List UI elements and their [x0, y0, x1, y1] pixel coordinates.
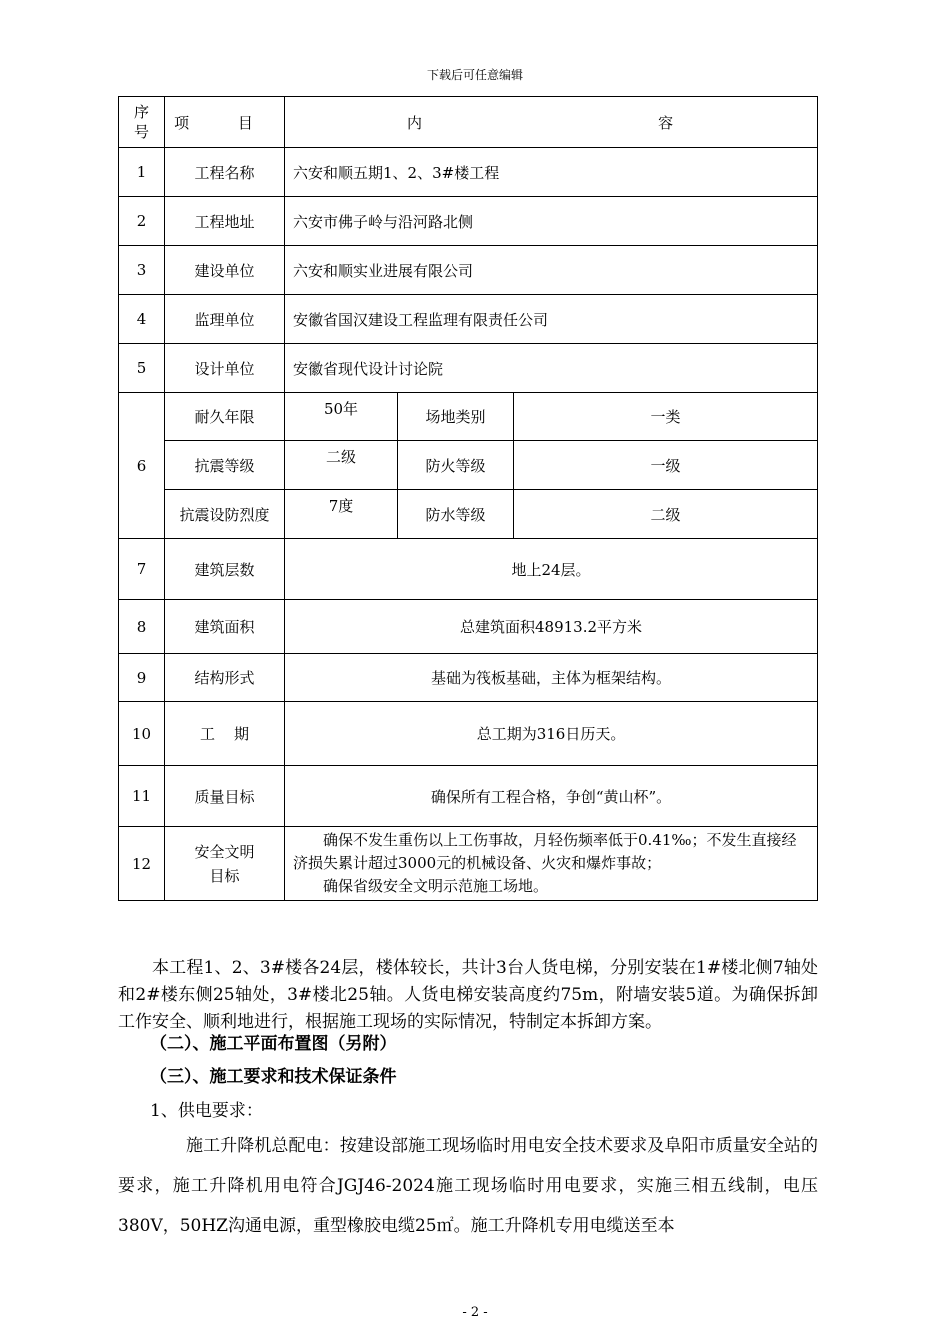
row-content: 安徽省国汉建设工程监理有限责任公司	[285, 295, 818, 344]
row-item: 工程地址	[165, 197, 285, 246]
sub-value: 二级	[285, 441, 398, 490]
section-heading-3: （三）、施工要求和技术保证条件	[150, 1067, 397, 1087]
row-seq: 1	[119, 148, 165, 197]
row-seq: 4	[119, 295, 165, 344]
row-item	[165, 827, 285, 901]
sub-label: 场地类别	[398, 393, 514, 441]
table-row	[119, 539, 818, 600]
table-row	[119, 344, 818, 393]
table-row	[119, 600, 818, 654]
sub-value: 7度	[285, 490, 398, 539]
sub-value: 一类	[514, 393, 818, 441]
row-item: 建设单位	[165, 246, 285, 295]
row-item: 监理单位	[165, 295, 285, 344]
table-header-row	[119, 97, 818, 148]
sub-value: 一级	[514, 441, 818, 490]
row-seq: 2	[119, 197, 165, 246]
header-seq: 序号	[119, 97, 165, 148]
row-item-line2: 目标	[209, 866, 240, 885]
sub-label: 耐久年限	[165, 393, 285, 441]
row-item: 结构形式	[165, 654, 285, 702]
header-content: 内 容	[285, 97, 818, 148]
table-row	[119, 295, 818, 344]
row-seq: 7	[119, 539, 165, 600]
row-seq: 9	[119, 654, 165, 702]
header-note: 下载后可任意编辑	[426, 68, 523, 82]
safety-line2: 确保省级安全文明示范施工场地。	[323, 877, 549, 895]
sub-label: 抗震等级	[165, 441, 285, 490]
row-item: 设计单位	[165, 344, 285, 393]
sub-label: 抗震设防烈度	[165, 490, 285, 539]
paragraph-intro: 本工程1、2、3#楼各24层，楼体较长，共计3台人货电梯，分别安装在1#楼北侧7轴处和2#楼东侧25轴处，3#楼北25轴。人货电梯安装高度约75m，附墙安装5道。为确保拆卸工作安全、顺利地进行，根据施工现场的实际情况，特制定本拆卸方案。	[118, 958, 818, 1032]
row-content: 六安和顺五期1、2、3#楼工程	[285, 148, 818, 197]
row-content: 地上24层。	[285, 539, 818, 600]
table-row	[119, 441, 818, 490]
row-seq: 12	[119, 827, 165, 901]
row-content: 基础为筏板基础，主体为框架结构。	[285, 654, 818, 702]
header-item: 项 目	[165, 97, 285, 148]
row-content: 六安市佛子岭与沿河路北侧	[285, 197, 818, 246]
row-seq: 10	[119, 702, 165, 766]
row-content: 安徽省现代设计讨论院	[285, 344, 818, 393]
row-content: 确保所有工程合格，争创“黄山杯”。	[285, 766, 818, 827]
row-item: 质量目标	[165, 766, 285, 827]
row-item: 建筑层数	[165, 539, 285, 600]
paragraph-power: 施工升降机总配电：按建设部施工现场临时用电安全技术要求及阜阳市质量安全站的要求，施工升降机用电符合JGJ46-2024施工现场临时用电要求，实施三相五线制，电压380V，50HZ沟通电源，重型橡胶电缆25㎡。施工升降机专用电缆送至本	[118, 1136, 818, 1236]
row-seq: 8	[119, 600, 165, 654]
row-seq: 6	[119, 393, 165, 539]
section-heading-2: （二）、施工平面布置图（另附）	[150, 1034, 397, 1054]
table-row	[119, 702, 818, 766]
table-row	[119, 393, 818, 441]
row-content	[285, 827, 818, 901]
row-seq: 11	[119, 766, 165, 827]
row-item: 工程名称	[165, 148, 285, 197]
row-seq: 3	[119, 246, 165, 295]
row-seq: 5	[119, 344, 165, 393]
sub-label: 防水等级	[398, 490, 514, 539]
table-row	[119, 654, 818, 702]
row-content: 六安和顺实业进展有限公司	[285, 246, 818, 295]
project-info-table	[118, 96, 818, 901]
sub-value: 50年	[285, 393, 398, 441]
row-item: 建筑面积	[165, 600, 285, 654]
row-content: 总工期为316日历天。	[285, 702, 818, 766]
table-row	[119, 766, 818, 827]
table-row	[119, 246, 818, 295]
table-row	[119, 148, 818, 197]
row-content: 总建筑面积48913.2平方米	[285, 600, 818, 654]
table-row	[119, 490, 818, 539]
sub-value: 二级	[514, 490, 818, 539]
table-row	[119, 197, 818, 246]
page-number: - 2 -	[462, 1305, 488, 1320]
table-row	[119, 827, 818, 901]
sub-label: 防火等级	[398, 441, 514, 490]
list-item-power: 1、供电要求：	[150, 1101, 263, 1121]
row-item: 工 期	[165, 702, 285, 766]
safety-line1: 确保不发生重伤以上工伤事故，月轻伤频率低于0.41‰；不发生直接经济损失累计超过3000元的机械设备、火灾和爆炸事故；	[293, 831, 797, 872]
row-item-line1: 安全文明	[194, 842, 255, 861]
